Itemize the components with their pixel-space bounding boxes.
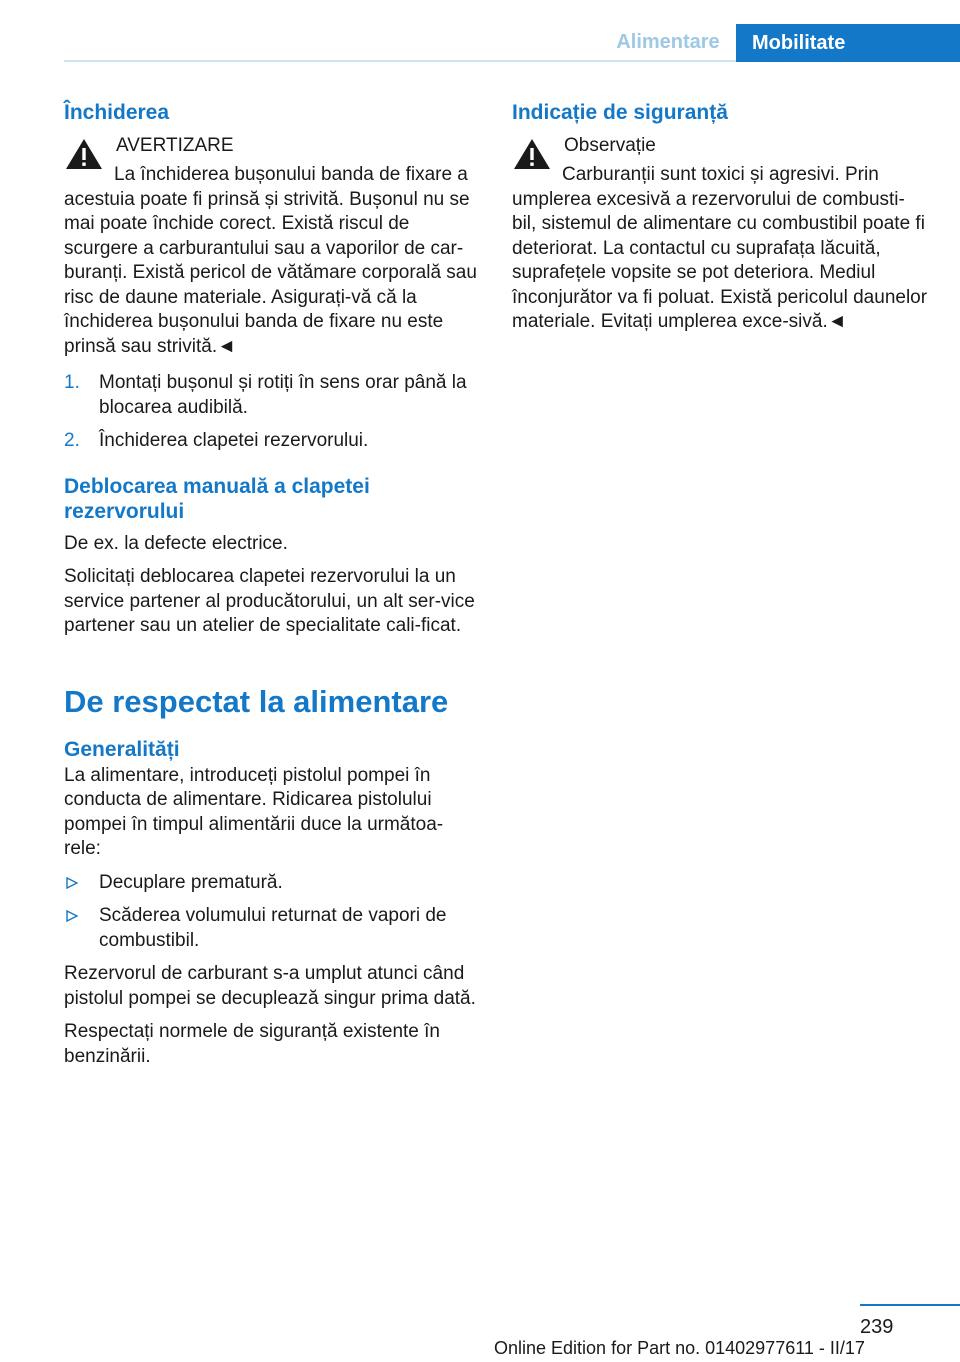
list-item bbox=[64, 429, 480, 454]
section-title-inchiderea: Închiderea bbox=[64, 101, 170, 124]
right-column bbox=[512, 100, 928, 347]
left-column bbox=[64, 100, 480, 1078]
tab-alimentare[interactable]: Alimentare bbox=[616, 31, 720, 53]
warning-triangle-icon bbox=[512, 137, 552, 171]
section-title-deblocare: Deblocarea manuală a clapetei rezervorului bbox=[64, 474, 370, 523]
paragraph: De ex. la defecte electrice. bbox=[64, 532, 288, 554]
step-number: 1. bbox=[64, 372, 80, 393]
paragraph: Solicitați deblocarea clapetei rezervorului la un service partener al producătorului, un alt ser-vice partener sau un atelier de specialitate cali-ficat. bbox=[64, 566, 475, 636]
section-title-generalitati: Generalități bbox=[64, 737, 180, 761]
tab-mobilitate[interactable]: Mobilitate bbox=[736, 24, 960, 62]
triangle-bullet-icon bbox=[66, 910, 78, 922]
warning-block bbox=[64, 133, 480, 359]
page-number: 239 bbox=[860, 1316, 894, 1338]
note-title: Observație bbox=[564, 135, 656, 156]
chapter-title: De respectat la alimentare bbox=[64, 683, 449, 719]
footer-divider bbox=[860, 1304, 960, 1306]
bullet-text: Scăderea volumului returnat de vapori de combustibil. bbox=[99, 905, 447, 951]
list-item bbox=[64, 871, 480, 896]
note-block bbox=[512, 133, 928, 335]
step-text: Montați bușonul și rotiți în sens orar până la blocarea audibilă. bbox=[99, 372, 467, 418]
section-title-indicatie: Indicație de siguranță bbox=[512, 101, 728, 124]
warning-title: AVERTIZARE bbox=[116, 135, 234, 156]
paragraph: La alimentare, introduceți pistolul pompei în conducta de alimentare. Ridicarea pistolului pompei în timpul alimentării duce la următoa-rele: bbox=[64, 764, 444, 859]
edition-label: Online Edition for Part no. 01402977611 - II/17 bbox=[494, 1338, 865, 1358]
list-item bbox=[64, 904, 480, 953]
triangle-bullet-icon bbox=[66, 877, 78, 889]
step-number: 2. bbox=[64, 430, 80, 451]
bullet-text: Decuplare prematură. bbox=[99, 871, 283, 893]
warning-body: La închiderea bușonului banda de fixare a acestuia poate fi prinsă și strivită. Bușonul nu se mai poate închide corect. Există riscul de scurgere a carburantului sau a vaporilor de car-buranți. Există pericol de vătămare corporală sau risc de daune materiale. Asigurați-vă că la închiderea bușonului banda de fixare nu este prinsă sau strivită.◄ bbox=[64, 164, 477, 357]
paragraph: Respectați normele de siguranță existente în benzinării. bbox=[64, 1021, 440, 1067]
list-item bbox=[64, 371, 480, 420]
steps-list bbox=[64, 371, 480, 454]
step-text: Închiderea clapetei rezervorului. bbox=[99, 430, 369, 451]
note-body: Carburanții sunt toxici și agresivi. Prin umplerea excesivă a rezervorului de combusti-bil, sistemul de alimentare cu combustibil poate fi deteriorat. La contactul cu suprafața lăcuită, suprafețele vopsite se pot deteriora. Mediul înconjurător va fi poluat. Există pericolul daunelor materiale. Evitați umplerea exce-sivă.◄ bbox=[512, 164, 928, 332]
paragraph: Rezervorul de carburant s-a umplut atunci când pistolul pompei se decuplează singur prima dată. bbox=[64, 963, 476, 1009]
warning-triangle-icon bbox=[64, 137, 104, 171]
bullet-list bbox=[64, 871, 480, 954]
